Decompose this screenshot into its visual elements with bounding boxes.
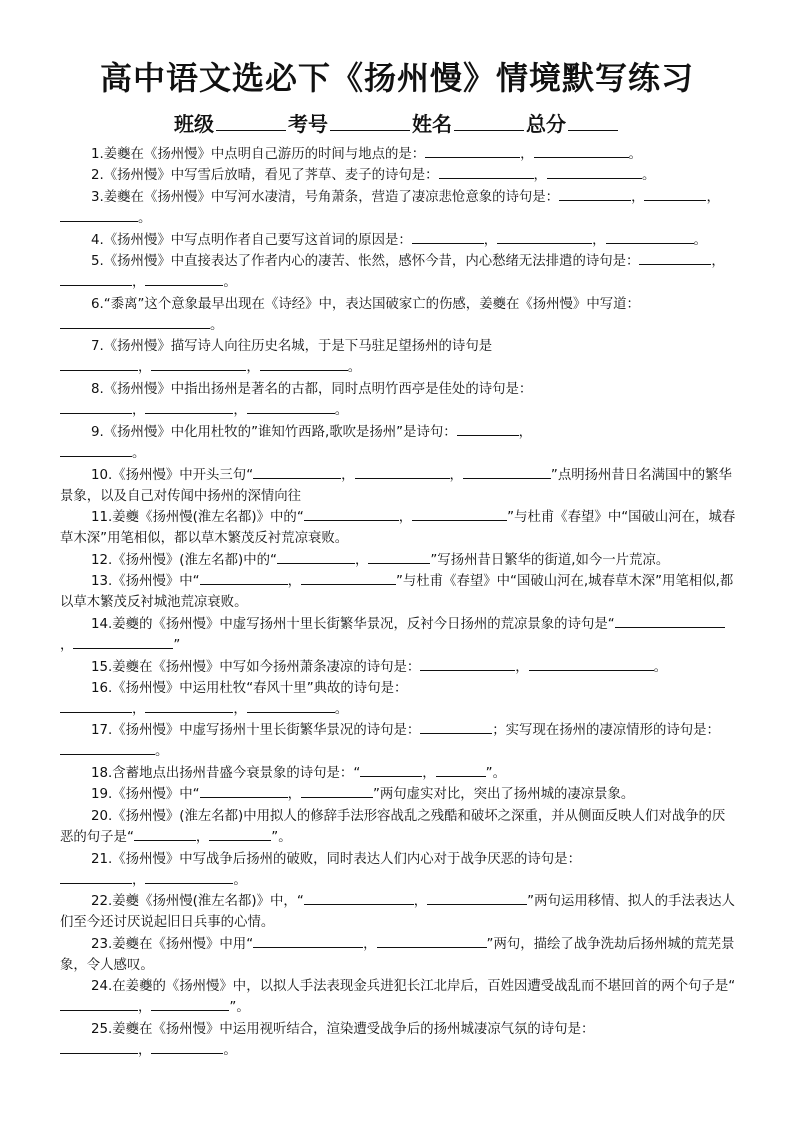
answer-blank[interactable] [253, 465, 341, 479]
answer-blank[interactable] [151, 357, 246, 371]
answer-blank[interactable] [200, 784, 288, 798]
answer-blank[interactable] [615, 614, 725, 628]
answer-blank[interactable] [151, 997, 229, 1011]
question-8: 8.《扬州慢》中指出扬州是著名的古都，同时点明竹西亭是佳处的诗句是： ， ， 。 [60, 379, 738, 422]
question-1: 1.姜夔在《扬州慢》中点明自己游历的时间与地点的是： ， 。 [60, 144, 738, 165]
answer-blank[interactable] [301, 571, 396, 585]
answer-blank[interactable] [457, 422, 519, 436]
answer-blank[interactable] [60, 741, 155, 755]
answer-blank[interactable] [145, 699, 233, 713]
name-field[interactable] [454, 110, 524, 131]
answer-blank[interactable] [360, 763, 422, 777]
answer-blank[interactable] [639, 251, 711, 265]
answer-blank[interactable] [73, 635, 173, 649]
answer-blank[interactable] [420, 720, 492, 734]
answer-blank[interactable] [425, 144, 520, 158]
answer-blank[interactable] [304, 507, 399, 521]
class-field[interactable] [216, 110, 286, 131]
exam-number-label: 考号 [288, 112, 328, 136]
answer-blank[interactable] [60, 315, 210, 329]
answer-blank[interactable] [606, 230, 694, 244]
answer-blank[interactable] [247, 400, 335, 414]
answer-blank[interactable] [60, 997, 138, 1011]
answer-blank[interactable] [247, 699, 335, 713]
answer-blank[interactable] [60, 357, 138, 371]
answer-blank[interactable] [253, 934, 363, 948]
question-20: 20.《扬州慢》(淮左名都)中用拟人的修辞手法形容战乱之残酷和破坏之深重，并从侧面反映人们对战争的厌恶的句子是“ ， ”。 [60, 809, 726, 846]
answer-blank[interactable] [301, 784, 373, 798]
answer-blank[interactable] [463, 465, 551, 479]
answer-blank[interactable] [355, 465, 450, 479]
question-24: 24.在姜夔的《扬州慢》中，以拟人手法表现金兵进犯长江北岸后，百姓因遭受战乱而不堪回首的两个句子是“， ”。 [60, 976, 738, 1019]
answer-blank[interactable] [60, 1040, 138, 1054]
question-14: 14.姜夔的《扬州慢》中虚写扬州十里长街繁华景况，反衬今日扬州的荒凉景象的诗句是“， ” [60, 614, 738, 657]
answer-blank[interactable] [436, 763, 486, 777]
answer-blank[interactable] [60, 400, 132, 414]
answer-blank[interactable] [60, 272, 132, 286]
question-25: 25.姜夔在《扬州慢》中运用视听结合，渲染遭受战争后的扬州城凄凉气氛的诗句是： ， 。 [60, 1019, 738, 1062]
answer-blank[interactable] [368, 550, 430, 564]
answer-blank[interactable] [60, 443, 132, 457]
answer-blank[interactable] [60, 699, 132, 713]
answer-blank[interactable] [644, 187, 706, 201]
answer-blank[interactable] [209, 827, 271, 841]
answer-blank[interactable] [151, 1040, 223, 1054]
answer-blank[interactable] [200, 571, 288, 585]
question-15: 15.姜夔在《扬州慢》中写如今扬州萧条凄凉的诗句是： ， 。 [60, 657, 738, 678]
answer-blank[interactable] [277, 550, 355, 564]
answer-blank[interactable] [412, 230, 484, 244]
question-5: 5.《扬州慢》中直接表达了作者内心的凄苦、怅然，感怀今昔，内心愁绪无法排遣的诗句是： ，， 。 [60, 251, 738, 294]
answer-blank[interactable] [260, 357, 348, 371]
question-6: 6.“黍离”这个意象最早出现在《诗经》中，表达国破家亡的伤感，姜夔在《扬州慢》中写道：。 [60, 294, 738, 337]
score-label: 总分 [526, 112, 566, 136]
score-field[interactable] [568, 110, 618, 131]
question-23: 23.姜夔在《扬州慢》中用“ ， ”两句，描绘了战争洗劫后扬州城的荒芜景象，令人感叹。 [60, 934, 738, 977]
answer-blank[interactable] [134, 827, 196, 841]
answer-blank[interactable] [439, 165, 534, 179]
question-11: 11.姜夔《扬州慢(淮左名都)》中的“ ， ”与杜甫《春望》中“国破山河在，城春草木深”用笔相似，都以草木繁茂反衬荒凉衰败。 [60, 507, 738, 550]
answer-blank[interactable] [60, 870, 132, 884]
answer-blank[interactable] [145, 870, 233, 884]
answer-blank[interactable] [427, 891, 527, 905]
question-10: 10.《扬州慢》中开头三句“ ， ， ”点明扬州昔日名满国中的繁华景象，以及自己对传闻中扬州的深情向往 [60, 465, 738, 508]
answer-blank[interactable] [304, 891, 414, 905]
exam-number-field[interactable] [330, 110, 410, 131]
question-19: 19.《扬州慢》中“ ， ”两句虚实对比，突出了扬州城的凄凉景象。 [60, 784, 738, 805]
question-4: 4.《扬州慢》中写点明作者自己要写这首词的原因是： ， ， 。 [60, 230, 738, 251]
class-label: 班级 [174, 112, 214, 136]
answer-blank[interactable] [559, 187, 631, 201]
page-title: 高中语文选必下《扬州慢》情境默写练习 [99, 59, 694, 97]
answer-blank[interactable] [497, 230, 592, 244]
answer-blank[interactable] [145, 272, 223, 286]
question-22: 22.姜夔《扬州慢(淮左名都)》中，“ ， ”两句运用移情、拟人的手法表达人们至今还讨厌说起旧日兵事的心情。 [60, 891, 738, 934]
answer-blank[interactable] [412, 507, 507, 521]
question-9: 9.《扬州慢》中化用杜牧的”谁知竹西路,歌吹是扬州”是诗句： ， 。 [60, 422, 738, 465]
answer-blank[interactable] [534, 144, 629, 158]
question-21: 21.《扬州慢》中写战争后扬州的破败，同时表达人们内心对于战争厌恶的诗句是： ， 。 [60, 849, 738, 892]
student-info-line [0, 110, 794, 138]
name-label: 姓名 [412, 112, 452, 136]
question-3: 3.姜夔在《扬州慢》中写河水凄清，号角萧条，营造了凄凉悲怆意象的诗句是： ， ，。 [60, 187, 738, 230]
answer-blank[interactable] [377, 934, 487, 948]
question-2: 2.《扬州慢》中写雪后放晴，看见了荠草、麦子的诗句是： ， 。 [60, 165, 738, 186]
question-17: 17.《扬州慢》中虚写扬州十里长街繁华景况的诗句是： ；实写现在扬州的凄凉情形的诗句是：。 [60, 720, 738, 763]
question-13: 13.《扬州慢》中“ ， ”与杜甫《春望》中“国破山河在,城春草木深”用笔相似,都以草木繁茂反衬城池荒凉衰败。 [60, 571, 738, 614]
question-7: 7.《扬州慢》描写诗人向往历史名城，于是下马驻足望扬州的诗句是 ， ， 。 [60, 336, 738, 379]
answer-blank[interactable] [60, 208, 138, 222]
question-18: 18.含蓄地点出扬州昔盛今衰景象的诗句是：“ ， ”。 [60, 763, 738, 784]
question-16: 16.《扬州慢》中运用杜牧“春风十里”典故的诗句是： ， ， 。 [60, 678, 738, 721]
answer-blank[interactable] [547, 165, 642, 179]
answer-blank[interactable] [529, 657, 654, 671]
answer-blank[interactable] [420, 657, 515, 671]
answer-blank[interactable] [145, 400, 233, 414]
question-12: 12.《扬州慢》(淮左名都)中的“ ， ”写扬州昔日繁华的街道,如今一片荒凉。 [60, 550, 738, 571]
